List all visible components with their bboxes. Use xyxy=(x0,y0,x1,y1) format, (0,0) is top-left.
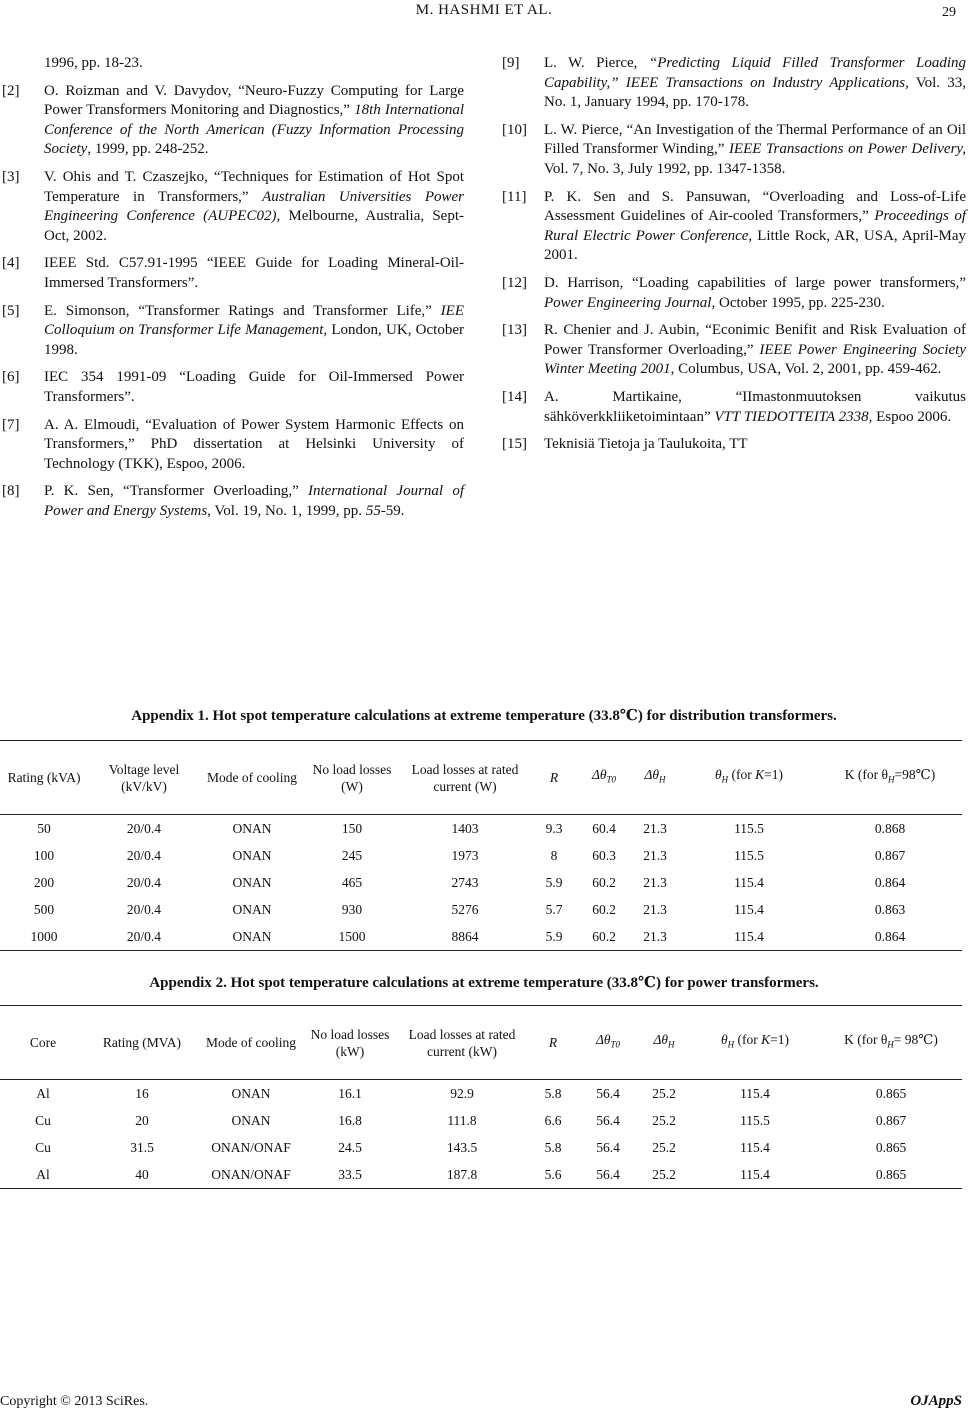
header-core: Core xyxy=(0,1006,86,1080)
header-cooling: Mode of cooling xyxy=(200,741,304,815)
table-row xyxy=(0,923,962,951)
reference-entry xyxy=(0,168,464,246)
header-r: R xyxy=(528,1006,578,1080)
reference-entry xyxy=(500,388,966,427)
header-r: R xyxy=(530,741,578,815)
table-cell: ONAN xyxy=(232,847,272,863)
table-cell: 245 xyxy=(341,847,363,863)
table-cell: 21.3 xyxy=(643,874,667,890)
table-cell: 25.2 xyxy=(652,1139,676,1155)
table-cell: 20 xyxy=(135,1112,149,1128)
table-cell: 50 xyxy=(37,820,51,836)
reference-text: O. Roizman and V. Davydov, “Neuro-Fuzzy Computing for Large Power Transformers Monitoring and Diagnostics,” 18th International Conference of the North American (Fuzzy Information Processing Society, 1999, pp. 248-252. xyxy=(44,82,465,158)
reference-text: L. W. Pierce, “Predicting Liquid Filled Transformer Loading Capability,” IEEE Transactions on Industry Applications, Vol. 33, No. 1, January 1994, pp. 170-178. xyxy=(544,55,966,111)
table-cell: 16.8 xyxy=(338,1112,362,1128)
appendix2-table xyxy=(0,1005,962,1189)
table-cell: 1973 xyxy=(451,847,479,863)
table-cell: 21.3 xyxy=(630,923,680,951)
table-row xyxy=(0,869,962,896)
table-cell: 100 xyxy=(33,847,55,863)
table-cell: 5.9 xyxy=(530,923,578,951)
table-cell: 25.2 xyxy=(652,1112,676,1128)
reference-number: [9] xyxy=(502,55,520,71)
table-cell: 0.864 xyxy=(818,923,962,951)
table-cell: 20/0.4 xyxy=(126,847,162,863)
table-cell: 20/0.4 xyxy=(88,923,200,951)
table-cell: ONAN xyxy=(231,1112,271,1128)
table-cell: 56.4 xyxy=(596,1139,620,1155)
table-cell: 21.3 xyxy=(643,847,667,863)
table-cell: 115.4 xyxy=(680,923,818,951)
table-cell: ONAN xyxy=(200,923,304,951)
table-cell: 9.3 xyxy=(545,820,563,836)
table-cell: 16 xyxy=(135,1085,149,1101)
reference-entry xyxy=(500,54,966,113)
header-rating: Rating (kVA) xyxy=(0,741,88,815)
reference-entry xyxy=(0,368,464,407)
table-cell: ONAN xyxy=(232,820,272,836)
table-cell: 2743 xyxy=(451,874,479,890)
table-row xyxy=(0,815,962,843)
journal-name: OJAppS xyxy=(910,1393,962,1409)
table-cell: 0.863 xyxy=(874,901,906,917)
reference-number: [14] xyxy=(502,388,527,405)
page-number: 29 xyxy=(942,5,956,20)
header-theta-h: $\theta_H$ (for K=1) xyxy=(690,1006,820,1080)
table-cell: 500 xyxy=(33,901,55,917)
reference-text: A. A. Elmoudi, “Evaluation of Power System Harmonic Effects on Transformers,” PhD dissertation at Helsinki University of Technology (TKK), Espoo, 2006. xyxy=(44,416,464,472)
table-cell: ONAN xyxy=(232,901,272,917)
reference-text: L. W. Pierce, “An Investigation of the Thermal Performance of an Oil Filled Transformer Winding,” IEEE Transactions on Power Delivery, Vol. 7, No. 3, July 1992, pp. 1347-1358. xyxy=(544,121,966,177)
table-cell: 60.2 xyxy=(592,874,616,890)
table-cell: 1403 xyxy=(451,820,479,836)
reference-entry xyxy=(0,302,464,361)
table-cell: 143.5 xyxy=(446,1139,478,1155)
header-cooling: Mode of cooling xyxy=(198,1006,304,1080)
table-cell: 115.5 xyxy=(734,820,764,836)
table-cell: ONAN/ONAF xyxy=(211,1139,291,1155)
header-delta-theta-h: $\Delta\theta_H$ xyxy=(638,1006,690,1080)
appendix2-header-row xyxy=(0,1006,962,1080)
reference-number: [8] xyxy=(2,483,20,500)
reference-number: [11] xyxy=(502,188,527,205)
table-cell: 20/0.4 xyxy=(126,901,162,917)
reference-text: R. Chenier and J. Aubin, “Econimic Benifit and Risk Evaluation of Power Transformer Overloading,” IEEE Power Engineering Society Winter Meeting 2001, Columbus, USA, Vol. 2, 2001, pp. 459-462. xyxy=(544,322,966,378)
reference-text: IEC 354 1991-09 “Loading Guide for Oil-Immersed Power Transformers”. xyxy=(44,369,464,405)
reference-entry xyxy=(500,188,966,266)
reference-number: [10] xyxy=(502,121,527,138)
table-cell: 115.4 xyxy=(734,901,764,917)
header-load-losses: Load losses at rated current (W) xyxy=(400,741,530,815)
table-cell: 0.865 xyxy=(875,1085,907,1101)
header-delta-theta-t0: $\Delta\theta_{T0}$ xyxy=(578,1006,638,1080)
reference-text: V. Ohis and T. Czaszejko, “Techniques for Estimation of Hot Spot Temperature in Transformers,” Australian Universities Power Engineering Conference (AUPEC02), Melbourne, Australia, Sept-Oct, 2002. xyxy=(44,168,464,244)
header-no-load-losses: No load losses (kW) xyxy=(304,1006,396,1080)
table-cell: 33.5 xyxy=(304,1161,396,1189)
references-left-column xyxy=(0,54,464,529)
table-row xyxy=(0,1161,962,1189)
appendix2-caption: Appendix 2. Hot spot temperature calculations at extreme temperature (33.8℃) for power transformers. xyxy=(149,975,819,991)
table-cell: 1000 xyxy=(0,923,88,951)
table-cell: 111.8 xyxy=(447,1112,477,1128)
appendix1-table xyxy=(0,740,962,951)
reference-entry xyxy=(0,54,464,74)
reference-text: D. Harrison, “Loading capabilities of large power transformers,” Power Engineering Journal, October 1995, pp. 225-230. xyxy=(544,274,966,311)
reference-number: [3] xyxy=(2,168,20,185)
table-row xyxy=(0,1134,962,1161)
header-rating: Rating (MVA) xyxy=(86,1006,198,1080)
reference-entry xyxy=(500,274,966,313)
reference-text: E. Simonson, “Transformer Ratings and Transformer Life,” IEE Colloquium on Transformer Life Management, London, UK, October 1998. xyxy=(44,302,464,358)
table-cell: 0.865 xyxy=(820,1161,962,1189)
reference-text: A. Martikaine, “IImastonmuutoksen vaikutus sähköverkkliiketoimintaan” VTT TIEDOTTEITA 2338, Espoo 2006. xyxy=(544,388,966,425)
table-cell: 6.6 xyxy=(544,1112,562,1128)
table-cell: 56.4 xyxy=(596,1085,620,1101)
header-load-losses: Load losses at rated current (kW) xyxy=(396,1006,528,1080)
reference-entry xyxy=(0,82,464,160)
table-cell: 0.864 xyxy=(874,874,906,890)
table-cell: 20/0.4 xyxy=(126,874,162,890)
table-cell: 115.4 xyxy=(740,1139,770,1155)
reference-entry xyxy=(500,435,966,455)
table-cell: 16.1 xyxy=(338,1085,362,1101)
header-k: K (for $\theta_H=$ 98℃) xyxy=(820,1006,962,1080)
reference-text: 1996, pp. 18-23. xyxy=(44,55,143,71)
table-cell: 60.2 xyxy=(578,923,630,951)
table-cell: 5.7 xyxy=(545,901,563,917)
table-cell: 56.4 xyxy=(578,1161,638,1189)
table-cell: 0.865 xyxy=(875,1139,907,1155)
reference-text: P. K. Sen and S. Pansuwan, “Overloading and Loss-of-Life Assessment Guidelines of Air-cooled Transformers,” Proceedings of Rural Electric Power Conference, Little Rock, AR, USA, April-May 2001. xyxy=(544,188,967,264)
table-cell: 21.3 xyxy=(643,820,667,836)
table-cell: Cu xyxy=(35,1139,51,1155)
table-cell: 56.4 xyxy=(596,1112,620,1128)
copyright: Copyright © 2013 SciRes. xyxy=(0,1394,149,1409)
reference-number: [2] xyxy=(2,82,20,99)
table-cell: 150 xyxy=(341,820,363,836)
table-cell: 200 xyxy=(33,874,55,890)
table-cell: 115.4 xyxy=(690,1161,820,1189)
table-cell: 5.8 xyxy=(544,1139,562,1155)
table-cell: 115.4 xyxy=(740,1085,770,1101)
references-right-column xyxy=(500,54,966,463)
header-no-load-losses: No load losses (W) xyxy=(304,741,400,815)
appendix1-caption: Appendix 1. Hot spot temperature calculations at extreme temperature (33.8℃) for distribution transformers. xyxy=(131,708,837,724)
table-cell: 0.867 xyxy=(874,847,906,863)
table-row xyxy=(0,1107,962,1134)
table-row xyxy=(0,896,962,923)
table-cell: Cu xyxy=(35,1112,51,1128)
table-row xyxy=(0,1080,962,1108)
reference-number: [15] xyxy=(502,436,527,453)
reference-text: Teknisiä Tietoja ja Taulukoita, TT xyxy=(544,436,748,453)
table-cell: 21.3 xyxy=(643,901,667,917)
table-cell: 20/0.4 xyxy=(126,820,162,836)
table-cell: 930 xyxy=(341,901,363,917)
reference-entry xyxy=(500,321,966,380)
table-cell: 187.8 xyxy=(396,1161,528,1189)
page-header xyxy=(0,0,968,30)
table-cell: 92.9 xyxy=(450,1085,474,1101)
table-cell: ONAN xyxy=(231,1085,271,1101)
table-cell: 465 xyxy=(341,874,363,890)
header-k: K (for $\theta_H=98℃$) xyxy=(818,741,962,815)
reference-number: [6] xyxy=(2,369,20,386)
table-cell: 115.4 xyxy=(734,874,764,890)
table-cell: 0.868 xyxy=(874,820,906,836)
reference-number: [12] xyxy=(502,274,527,291)
header-voltage: Voltage level (kV/kV) xyxy=(88,741,200,815)
table-cell: 60.2 xyxy=(592,901,616,917)
table-cell: 115.5 xyxy=(740,1112,770,1128)
table-cell: 115.5 xyxy=(734,847,764,863)
table-cell: ONAN/ONAF xyxy=(198,1161,304,1189)
table-cell: 8864 xyxy=(400,923,530,951)
table-cell: 0.867 xyxy=(875,1112,907,1128)
header-delta-theta-t0: $\Delta\theta_{T0}$ xyxy=(578,741,630,815)
table-cell: 31.5 xyxy=(130,1139,154,1155)
table-cell: 1500 xyxy=(304,923,400,951)
table-cell: 5.6 xyxy=(528,1161,578,1189)
reference-number: [13] xyxy=(502,322,527,339)
reference-number: [5] xyxy=(2,302,20,319)
reference-entry xyxy=(0,254,464,293)
reference-text: P. K. Sen, “Transformer Overloading,” International Journal of Power and Energy Systems, Vol. 19, No. 1, 1999, pp. 55-59. xyxy=(44,483,464,519)
table-cell: 40 xyxy=(86,1161,198,1189)
appendix1-header-row xyxy=(0,741,962,815)
table-cell: 5276 xyxy=(451,901,479,917)
reference-entry xyxy=(500,121,966,180)
table-cell: 25.2 xyxy=(638,1161,690,1189)
reference-number: [4] xyxy=(2,255,20,272)
table-cell: 5.9 xyxy=(545,874,563,890)
header-theta-h: $\theta_H$ (for K=1) xyxy=(680,741,818,815)
table-cell: Al xyxy=(0,1161,86,1189)
table-cell: 60.4 xyxy=(592,820,616,836)
table-cell: 24.5 xyxy=(338,1139,362,1155)
reference-entry xyxy=(0,416,464,475)
header-delta-theta-h: $\Delta\theta_H$ xyxy=(630,741,680,815)
reference-entry xyxy=(0,482,464,521)
running-head: M. HASHMI ET AL. xyxy=(415,2,553,18)
table-cell: 5.8 xyxy=(544,1085,562,1101)
table-cell: 25.2 xyxy=(652,1085,676,1101)
table-row xyxy=(0,842,962,869)
reference-text: IEEE Std. C57.91-1995 “IEEE Guide for Loading Mineral-Oil-Immersed Transformers”. xyxy=(44,255,464,291)
table-cell: 8 xyxy=(550,847,558,863)
table-cell: Al xyxy=(36,1085,50,1101)
table-cell: 60.3 xyxy=(592,847,616,863)
table-cell: ONAN xyxy=(232,874,272,890)
reference-number: [7] xyxy=(2,416,20,433)
